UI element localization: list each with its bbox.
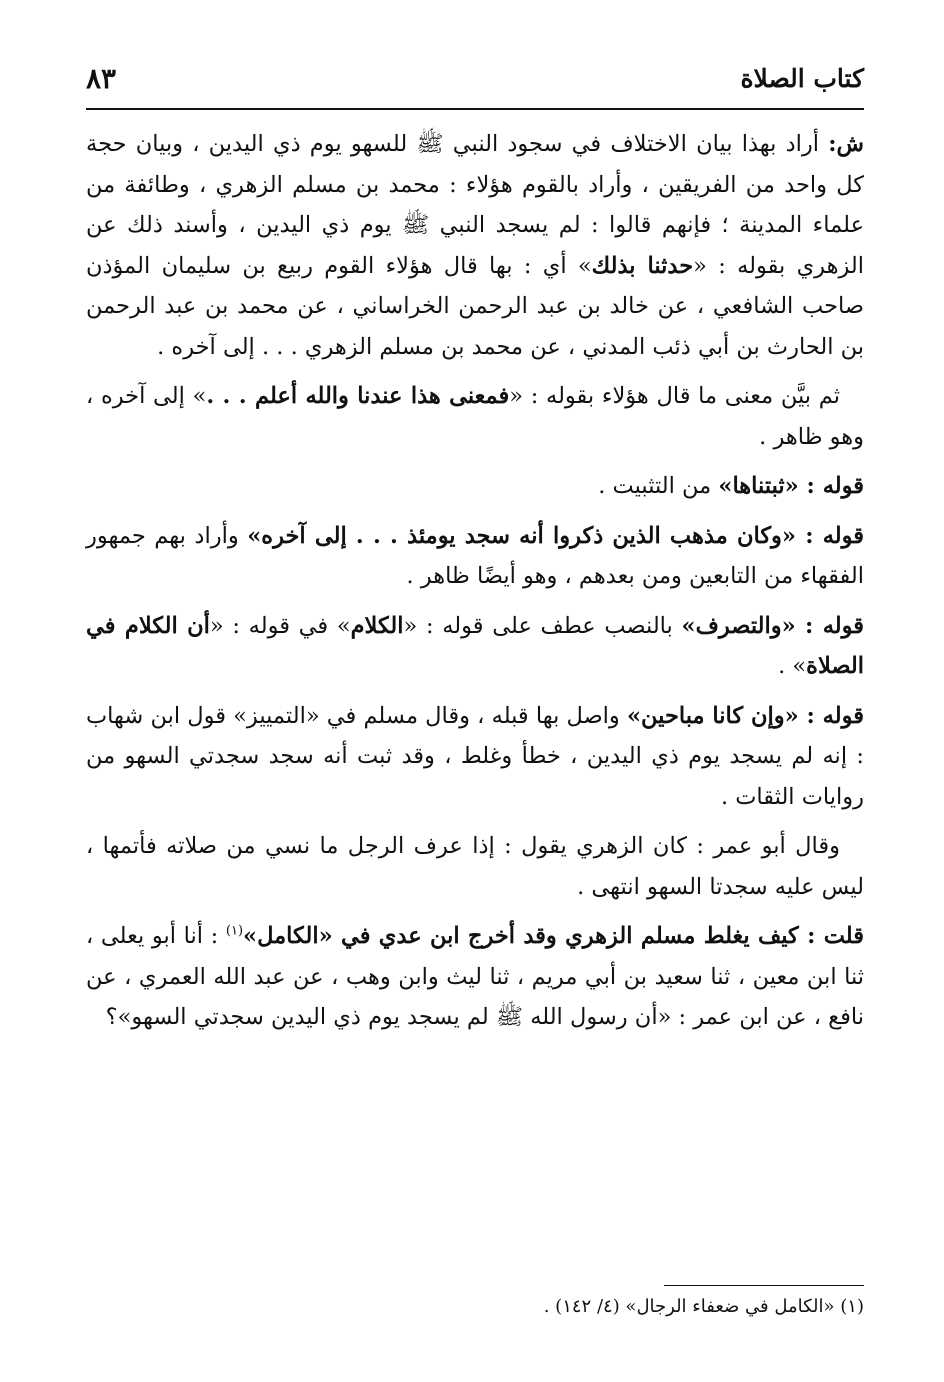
- footnote-ref[interactable]: (١): [225, 923, 244, 939]
- quoted-phrase: قوله : «وإن كانا مباحين»: [626, 702, 864, 729]
- footnote-separator: [664, 1285, 864, 1286]
- paragraph-5: [86, 606, 864, 687]
- text-span: » أي : بها قال هؤلاء القوم ربيع بن سليمان المؤذن صاحب الشافعي ، عن خالد بن عبد الرحمن الخراساني ، عن محمد بن عبد الرحمن بن الحارث بن أبي ذئب المدني ، عن محمد بن مسلم الزهري . . . إلى آخره .: [86, 252, 864, 360]
- quoted-phrase: قوله : «وكان مذهب الذين ذكروا أنه سجد يومئذ . . . إلى آخره»: [247, 522, 864, 549]
- quoted-phrase: قوله : «والتصرف»: [681, 612, 864, 639]
- text-span: واصل بها قبله ، وقال مسلم في «التمييز» قول ابن شهاب : إنه لم يسجد يوم ذي اليدين ، خطأ وغلط ، وقد ثبت أنه سجد سجدتي السهو من روايات الثقات .: [86, 702, 864, 810]
- main-text: [86, 124, 864, 1047]
- paragraph-6: [86, 696, 864, 818]
- text-span: بالنصب عطف على قوله : «: [403, 612, 682, 639]
- text-span: ثم بيَّن معنى ما قال هؤلاء بقوله : «: [509, 383, 840, 409]
- page-number: ٨٣: [86, 62, 117, 95]
- quoted-phrase: قلت : كيف يغلط مسلم الزهري وقد أخرج ابن عدي في «الكامل»: [243, 923, 864, 949]
- paragraph-2: [86, 376, 864, 457]
- quoted-phrase: الكلام: [350, 612, 404, 639]
- paragraph-3: [86, 466, 864, 507]
- text-span: وقال أبو عمر : كان الزهري يقول : إذا عرف الرجل ما نسي من صلاته فأتمها ، ليس عليه سجدتا السهو انتهى .: [86, 833, 864, 900]
- paragraph-4: [86, 516, 864, 597]
- quoted-phrase: حدثنا بذلك: [591, 252, 694, 279]
- text-span: » .: [778, 653, 807, 679]
- text-span: » إلى آخره ، وهو ظاهر .: [86, 383, 864, 450]
- shin-marker: ش:: [828, 131, 864, 157]
- quoted-phrase: أن الكلام في الصلاة: [86, 612, 864, 679]
- text-span: وأراد بهم جمهور الفقهاء من التابعين ومن بعدهم ، وهو أيضًا ظاهر .: [86, 522, 864, 589]
- text-span: أراد بهذا بيان الاختلاف في سجود النبي ﷺ للسهو يوم ذي اليدين ، وبيان حجة كل واحد من الفريقين ، وأراد بالقوم هؤلاء : محمد بن مسلم الزهري ، وطائفة من علماء المدينة ؛ فإنهم قالوا : لم يسجد النبي ﷺ يوم ذي اليدين ، وأسند ذلك عن الزهري بقوله : «: [86, 131, 864, 279]
- chapter-title: كتاب الصلاة: [740, 64, 864, 93]
- quoted-phrase: فمعنى هذا عندنا والله أعلم . . .: [206, 383, 510, 409]
- text-span: من التثبيت .: [598, 473, 719, 499]
- paragraph-1: [86, 124, 864, 367]
- footnote: (١) «الكامل في ضعفاء الرجال» (٤/ ١٤٢) .: [543, 1296, 864, 1317]
- page-header: [86, 58, 864, 110]
- text-span: » في قوله : «: [209, 612, 351, 639]
- paragraph-8: [86, 916, 864, 1038]
- text-span: : أنا أبو يعلى ، ثنا ابن معين ، ثنا سعيد بن أبي مريم ، ثنا ليث وابن وهب ، عن عبد الله العمري ، عن نافع ، عن ابن عمر : «أن رسول الله ﷺ لم يسجد يوم ذي اليدين سجدتي السهو»؟: [86, 923, 864, 1030]
- quoted-phrase: قوله : «ثبتناها»: [718, 473, 864, 499]
- paragraph-7: [86, 826, 864, 907]
